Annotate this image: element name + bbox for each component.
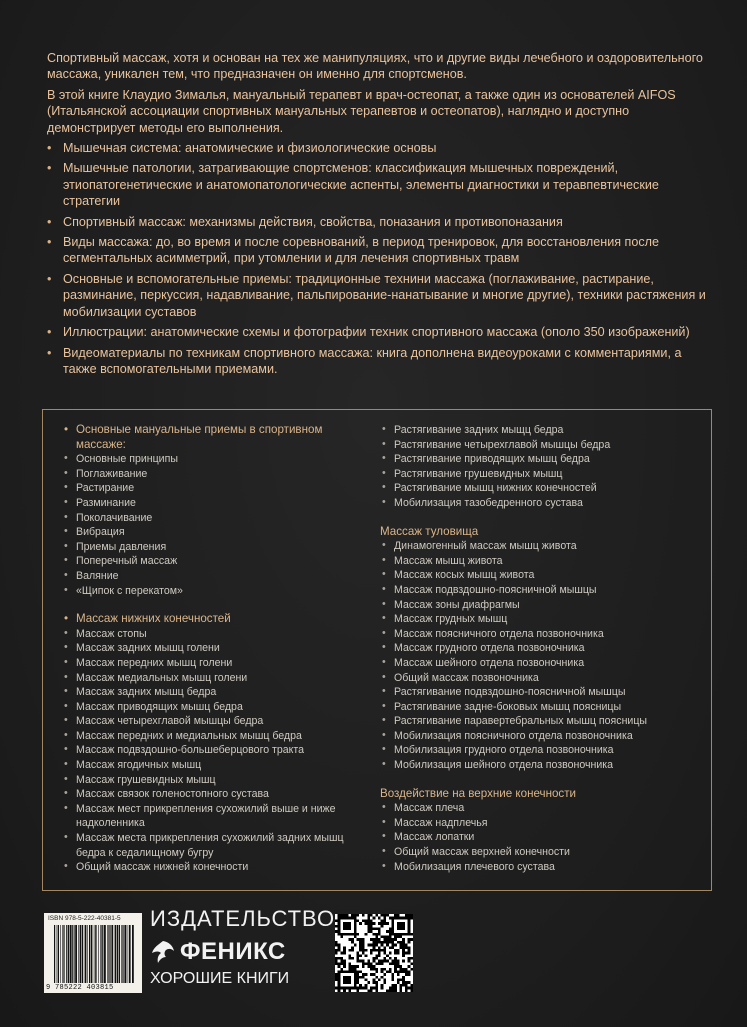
barcode-icon: [54, 925, 134, 983]
bullet-icon: •: [47, 345, 52, 360]
intro-paragraph-1: Спортивный массаж, хотя и основан на тех же манипуляциях, что и другие виды лечебного и оздоровительного массажа, уникален тем, что предназначен он именно для спортсменов.: [47, 51, 703, 82]
list-lower-limbs: [62, 627, 362, 875]
intro-bullet: • Мышечная система: анатомические и физиологические основы: [47, 141, 437, 156]
bullet-icon: •: [382, 655, 386, 668]
list-item: • Основные принципы: [64, 452, 178, 466]
list-item: • Массаж подвздошно-большеберцового тракта: [64, 743, 305, 757]
list-item: • Массаж приводящих мышц бедра: [64, 699, 243, 713]
list-item: • Вибрация: [64, 525, 125, 539]
list-item: • Массаж поясничного отдела позвоночника: [382, 626, 604, 640]
bullet-icon: •: [382, 743, 386, 756]
bullet-icon: •: [64, 860, 68, 873]
bullet-icon: •: [64, 452, 68, 465]
list-torso: [380, 539, 700, 773]
section-heading: • Массаж нижних конечностей: [64, 612, 231, 626]
bullet-icon: •: [64, 466, 68, 479]
list-item: • Массаж надплечья: [382, 815, 488, 829]
intro-bullet: • Иллюстрации: анатомические схемы и фотографии техник спортивного массажа (ополо 350 изображений): [47, 325, 690, 340]
bullet-icon: •: [64, 583, 68, 596]
bullet-icon: •: [382, 481, 386, 494]
bullet-icon: •: [382, 423, 386, 435]
bullet-icon: •: [64, 772, 68, 785]
list-item: • Поперечный массаж: [64, 554, 178, 568]
list-item: • Растягивание четырехглавой мышцы бедра: [382, 437, 611, 451]
list-item: • Мобилизация грудного отдела позвоночника: [382, 743, 614, 757]
bullet-icon: •: [382, 641, 386, 654]
bullet-icon: •: [382, 612, 386, 625]
bullet-icon: •: [64, 801, 68, 814]
list-item: • Растягивание задне-боковых мышц поясницы: [382, 699, 622, 713]
bullet-icon: •: [382, 801, 386, 814]
list-item: • Растягивание подвздошно-поясничной мышцы: [382, 685, 626, 699]
bullet-icon: •: [64, 525, 68, 538]
list-item: • Растягивание мышц нижних конечностей: [382, 481, 597, 495]
bullet-icon: •: [64, 787, 68, 800]
list-item: • Массаж плеча: [382, 801, 465, 815]
bullet-icon: •: [382, 466, 386, 479]
bullet-icon: •: [64, 481, 68, 494]
bullet-icon: •: [64, 554, 68, 567]
list-item: • Массаж задних мышц голени: [64, 641, 220, 655]
list-item: • Поглаживание: [64, 466, 148, 480]
bullet-icon: •: [64, 670, 68, 683]
list-item: • Приемы давления: [64, 539, 167, 553]
list-item: • Массаж грудных мышц: [382, 612, 508, 626]
list-item: • Массаж четырехглавой мышцы бедра: [64, 714, 264, 728]
bullet-icon: •: [64, 423, 69, 436]
bullet-icon: •: [382, 568, 386, 581]
list-item: • Мобилизация поясничного отдела позвоночника: [382, 728, 633, 742]
list-item: • Массаж задних мышц бедра: [64, 685, 217, 699]
intro-bullet: • Виды массажа: до, во время и после соревнований, в период тренировок, для восстановления после сегментальных асимметрий, при утомлении и для лечения спортивных травм: [47, 235, 660, 266]
list-item: • Разминание: [64, 495, 136, 509]
bullet-icon: •: [382, 714, 386, 727]
bullet-icon: •: [382, 452, 386, 465]
list-item: • Массаж лопатки: [382, 830, 475, 844]
contents-column-left: [62, 423, 362, 875]
list-upper-limbs: [380, 801, 700, 874]
bullet-icon: •: [382, 815, 386, 828]
bullet-icon: •: [47, 161, 52, 176]
list-item: • «Щипок с перекатом»: [64, 583, 183, 597]
bullet-icon: •: [382, 830, 386, 843]
publisher-top-label: ИЗДАТЕЛЬСТВО: [150, 906, 336, 931]
bullet-icon: •: [47, 271, 52, 286]
bullet-icon: •: [64, 612, 69, 626]
bullet-icon: •: [64, 641, 68, 654]
list-item: • Мобилизация плечевого сустава: [382, 859, 555, 873]
list-item: • Массаж шейного отдела позвоночника: [382, 655, 585, 669]
intro-bullet: • Мышечные патологии, затрагивающие спортсменов: классификация мышечных повреждений, этиопатогенетические и анатомопатологические аспенты, элементы диагностики и теравпевтические стратегии: [47, 161, 659, 209]
bullet-icon: •: [382, 670, 386, 683]
list-basic-techniques: [62, 452, 362, 598]
bullet-icon: •: [382, 845, 386, 858]
bullet-icon: •: [382, 859, 386, 872]
bullet-icon: •: [64, 685, 68, 698]
bullet-icon: •: [382, 685, 386, 698]
list-item: • Массаж передних и медиальных мышц бедра: [64, 728, 302, 742]
bullet-icon: •: [382, 437, 386, 450]
list-item: • Массаж передних мышц голени: [64, 655, 233, 669]
bullet-icon: •: [64, 626, 68, 639]
section-heading: Воздействие на верхние конечности: [380, 786, 577, 800]
list-item: • Поколачивание: [64, 510, 153, 524]
bullet-icon: •: [64, 655, 68, 668]
bullet-icon: •: [382, 597, 386, 610]
bullet-icon: •: [382, 553, 386, 566]
list-item: • Массаж косых мышц живота: [382, 568, 535, 582]
list-stretching: [380, 423, 700, 511]
list-item: • Массаж ягодичных мышц: [64, 758, 202, 772]
feniks-bird-icon: [150, 939, 176, 965]
bullet-icon: •: [47, 235, 52, 250]
list-item: • Динамогенный массаж мышц живота: [382, 539, 577, 553]
list-item: • Растягивание задних мыщц бедра: [382, 423, 564, 436]
intro-bullet: • Видеоматериалы по техникам спортивного массажа: книга дополнена видеоуроками с комментариями, а также вспомогательными приемами.: [47, 345, 682, 376]
isbn-label: ISBN 978-5-222-40381-5: [48, 915, 121, 922]
intro-section: [47, 50, 707, 381]
list-item: • Массаж связок голеностопного сустава: [64, 787, 269, 801]
list-item: • Мобилизация шейного отдела позвоночника: [382, 758, 614, 772]
qr-code-icon: [335, 914, 413, 992]
bullet-icon: •: [64, 758, 68, 771]
list-item: • Общий массаж верхней конечности: [382, 845, 570, 859]
bullet-icon: •: [382, 626, 386, 639]
isbn-barcode-block: [44, 913, 142, 993]
intro-bullet: • Основные и вспомогательные приемы: традиционные технини массажа (поглаживание, растирание, разминание, перкуссия, надавливание, пальпирование-нанатывание и многие другие), техники растяжения и мобилизации суставов: [47, 271, 706, 319]
section-heading: • Основные мануальные приемы в спортивном массаже:: [64, 423, 323, 451]
bullet-icon: •: [64, 510, 68, 523]
bullet-icon: •: [64, 495, 68, 508]
bullet-icon: •: [47, 325, 52, 340]
list-item: • Массаж стопы: [64, 626, 147, 640]
bullet-icon: •: [64, 699, 68, 712]
list-item: • Массаж грушевидных мышц: [64, 772, 216, 786]
list-item: • Растирание: [64, 481, 135, 495]
list-item: • Массаж мест прикрепления сухожилий выше и ниже надколенника: [64, 801, 336, 830]
bullet-icon: •: [47, 141, 52, 156]
bullet-icon: •: [382, 495, 386, 508]
bullet-icon: •: [64, 743, 68, 756]
bullet-icon: •: [64, 568, 68, 581]
list-item: • Общий массаж позвоночника: [382, 670, 539, 684]
bullet-icon: •: [64, 728, 68, 741]
bullet-icon: •: [382, 539, 386, 552]
list-item: • Массаж медиальных мышц голени: [64, 670, 248, 684]
contents-column-right: [380, 423, 700, 874]
list-item: • Массаж грудного отдела позвоночника: [382, 641, 585, 655]
list-item: • Мобилизация тазобедренного сустава: [382, 495, 583, 509]
bullet-icon: •: [382, 699, 386, 712]
list-item: • Общий массаж нижней конечности: [64, 860, 249, 874]
list-item: • Массаж мышц живота: [382, 553, 503, 567]
bullet-icon: •: [47, 214, 52, 229]
bullet-icon: •: [64, 714, 68, 727]
list-item: • Массаж зоны диафрагмы: [382, 597, 520, 611]
list-item: • Растягивание грушевидных мышц: [382, 466, 563, 480]
intro-paragraph-2: В этой книге Клаудио Зималья, мануальный терапевт и врач-остеопат, а также один из основателей AIFOS (Итальянской ассоциации спортивных мануальных терапевтов и остеопатов), наглядно и доступно демонстрирует методы его выполнения.: [47, 87, 676, 135]
list-item: • Растягивание паравертебральных мышц поясницы: [382, 714, 648, 728]
intro-bullet-list: [47, 140, 707, 377]
list-item: • Массаж места прикрепления сухожилий задних мышц бедра к седалищному бугру: [64, 831, 344, 859]
bullet-icon: •: [382, 728, 386, 741]
barcode-number: 9 785222 403815: [46, 984, 114, 992]
bullet-icon: •: [382, 758, 386, 771]
list-item: • Массаж подвздошно-поясничной мышцы: [382, 582, 597, 596]
publisher-name: ФЕНИКС: [180, 938, 286, 965]
list-item: • Валяние: [64, 568, 119, 582]
section-heading: Массаж туловища: [380, 524, 479, 538]
list-item: • Растягивание приводящих мышц бедра: [382, 452, 590, 466]
bullet-icon: •: [64, 831, 68, 844]
intro-bullet: • Спортивный массаж: механизмы действия, свойства, поназания и противопоназания: [47, 214, 563, 229]
publisher-slogan: ХОРОШИЕ КНИГИ: [150, 970, 290, 987]
bullet-icon: •: [64, 539, 68, 552]
bullet-icon: •: [382, 582, 386, 595]
